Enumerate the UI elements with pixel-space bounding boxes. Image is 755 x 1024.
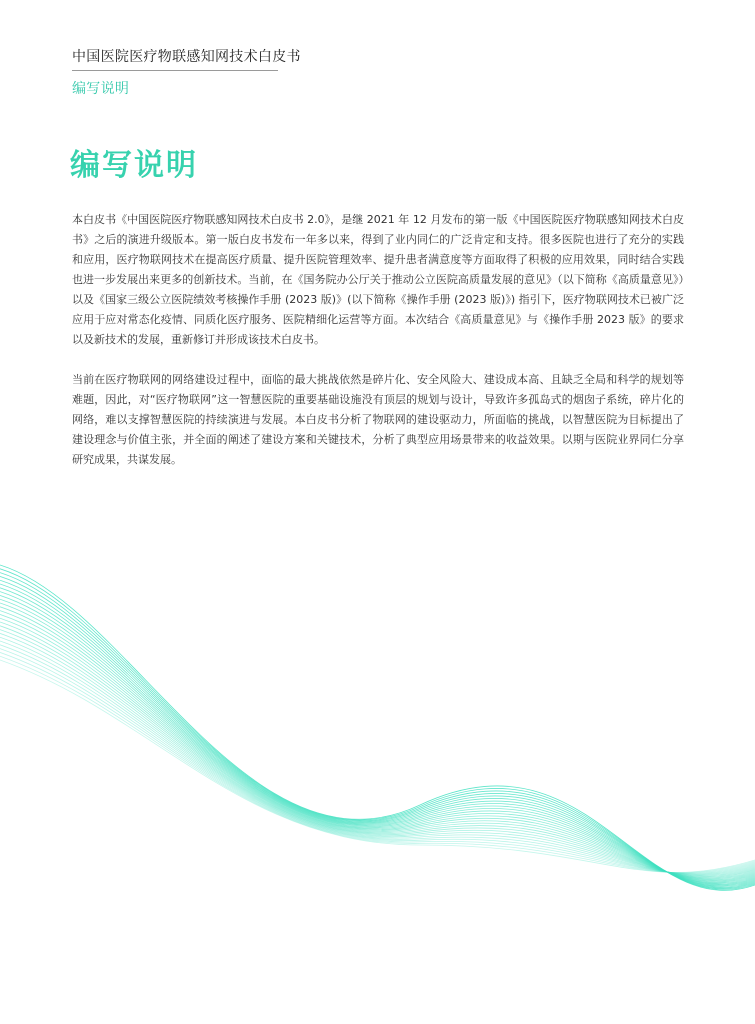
body-content — [72, 210, 684, 490]
running-header-section: 编写说明 — [72, 81, 130, 97]
decorative-wave-lines — [0, 555, 755, 955]
running-header-title: 中国医院医疗物联感知网技术白皮书 — [72, 49, 301, 65]
body-paragraph-2: 当前在医疗物联网的网络建设过程中，面临的最大挑战依然是碎片化、安全风险大、建设成本高、且缺乏全局和科学的规划等难题，因此，对“医疗物联网”这一智慧医院的重要基础设施没有顶层的规划与设计，导致许多孤岛式的烟囱子系统，碎片化的网络，难以支撑智慧医院的持续演进与发展。本白皮书分析了物联网的建设驱动力，所面临的挑战，以智慧医院为目标提出了建设理念与价值主张，并全面的阐述了建设方案和关键技术，分析了典型应用场景带来的收益效果。以期与医院业界同仁分享研究成果，共谋发展。 — [72, 373, 684, 466]
page-heading: 编写说明 — [70, 148, 198, 183]
wave-line — [0, 576, 755, 887]
header-divider — [72, 70, 278, 71]
body-paragraph-1: 本白皮书《中国医院医疗物联感知网技术白皮书 2.0》，是继 2021 年 12 月发布的第一版《中国医院医疗物联感知网技术白皮书》之后的演进升级版本。第一版白皮书发布一年多以来，得到了业内同仁的广泛肯定和支持。很多医院也进行了充分的实践和应用，医疗物联网技术在提高医疗质量、提升医院管理效率、提升患者满意度等方面取得了积极的应用效果，同时结合实践也进一步发展出来更多的创新技术。当前，在《国务院办公厅关于推动公立医院高质量发展的意见》（以下简称《高质量意见》）以及《国家三级公立医院绩效考核操作手册 (2023 版)》(以下简称《操作手册 (2023 版)》) 指引下，医疗物联网技术已被广泛应用于应对常态化疫情、同质化医疗服务、医院精细化运营等方面。本次结合《高质量意见》与《操作手册 2023 版》的要求以及新技术的发展，重新修订并形成该技术白皮书。 — [72, 213, 684, 346]
wave-line — [0, 603, 755, 882]
wave-line — [0, 599, 755, 882]
